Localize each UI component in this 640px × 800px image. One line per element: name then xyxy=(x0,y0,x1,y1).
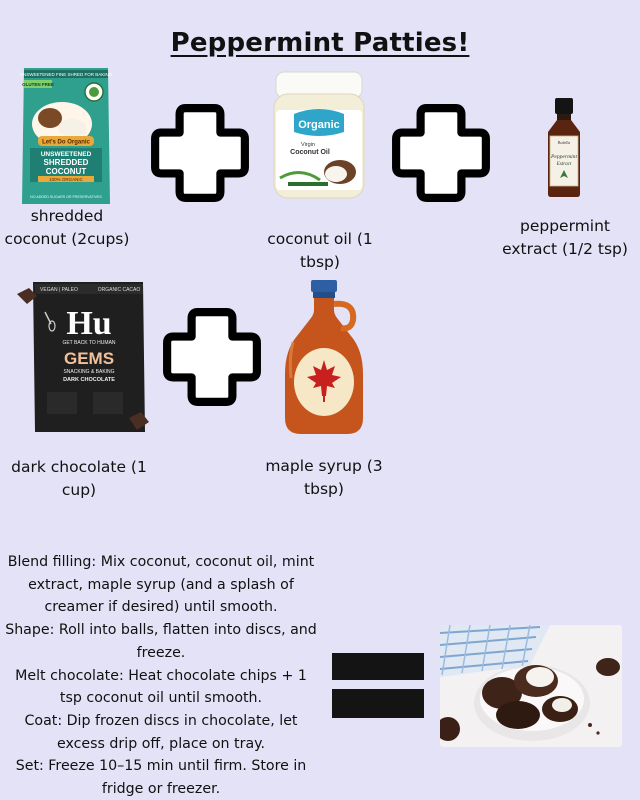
label-coconut-oil: coconut oil (1 tbsp) xyxy=(267,230,373,271)
coconut-oil-image xyxy=(270,70,368,200)
coconut-bag-organic: 100% ORGANIC xyxy=(49,177,83,182)
peppermint-name: Peppermint xyxy=(550,154,578,160)
label-maple-syrup: maple syrup (3 tbsp) xyxy=(265,457,383,498)
coconut-oil-name: Coconut Oil xyxy=(290,149,330,156)
instruction-step: Coat: Dip frozen discs in chocolate, let excess drip off, place on tray. xyxy=(24,712,298,752)
peppermint-brand: Bodella xyxy=(557,140,571,145)
plus-icon xyxy=(149,102,251,204)
coconut-bag-bottomline: NO ADDED SUGARS OR PRESERVATIVES xyxy=(30,195,102,199)
hu-bag-snacking: SNACKING & BAKING xyxy=(63,369,115,375)
coconut-bag-gluten-free: GLUTEN FREE xyxy=(22,82,54,87)
plus-icon xyxy=(161,306,263,408)
equals-icon-top-bar xyxy=(332,653,424,680)
maple-syrup-image xyxy=(281,278,367,436)
dark-chocolate-image xyxy=(15,280,153,440)
coconut-bag-unsweetened: UNSWEETENED xyxy=(40,151,92,158)
peppermint-patties-photo xyxy=(440,625,622,747)
label-dark-chocolate: dark chocolate (1 cup) xyxy=(11,458,147,499)
hu-bag-gems: GEMS xyxy=(63,349,115,368)
peppermint-extract-word: Extract xyxy=(556,162,572,167)
shredded-coconut-image xyxy=(20,66,112,206)
hu-bag-logo: Hu xyxy=(66,305,112,342)
label-peppermint-extract: peppermint extract (1/2 tsp) xyxy=(502,217,628,258)
hu-bag-tagline: GET BACK TO HUMAN xyxy=(62,340,116,346)
label-shredded-coconut: shredded coconut (2cups) xyxy=(4,207,130,248)
instruction-step: Melt chocolate: Heat chocolate chips + 1 tsp coconut oil until smooth. xyxy=(15,667,307,707)
instruction-step: Shape: Roll into balls, flatten into discs, and freeze. xyxy=(5,622,317,661)
coconut-bag-shredded: SHREDDED xyxy=(43,158,89,167)
plus-icon xyxy=(390,102,492,204)
instruction-step: Blend filling: Mix coconut, coconut oil, mint extract, maple syrup (and a splash of creamer if desired) until smooth. xyxy=(7,554,315,616)
coconut-oil-virgin: Virgin xyxy=(301,142,315,148)
coconut-bag-coconut: COCONUT xyxy=(45,167,87,176)
equals-icon-bottom-bar xyxy=(332,689,424,718)
hu-bag-dark: DARK CHOCOLATE xyxy=(63,377,115,383)
coconut-oil-organic: Organic xyxy=(298,119,340,131)
coconut-bag-brand: Let's Do Organic xyxy=(42,139,90,146)
coconut-bag-topline: UNSWEETENED FINE SHRED FOR BAKING xyxy=(20,72,112,77)
instructions xyxy=(2,551,320,800)
hu-bag-organic: ORGANIC CACAO xyxy=(97,287,141,293)
hu-bag-vegan: VEGAN | PALEO xyxy=(40,287,78,293)
instruction-step: Set: Freeze 10–15 min until firm. Store in fridge or freezer. xyxy=(15,758,307,798)
page-title: Peppermint Patties! xyxy=(170,28,470,58)
peppermint-extract-image xyxy=(538,96,590,198)
